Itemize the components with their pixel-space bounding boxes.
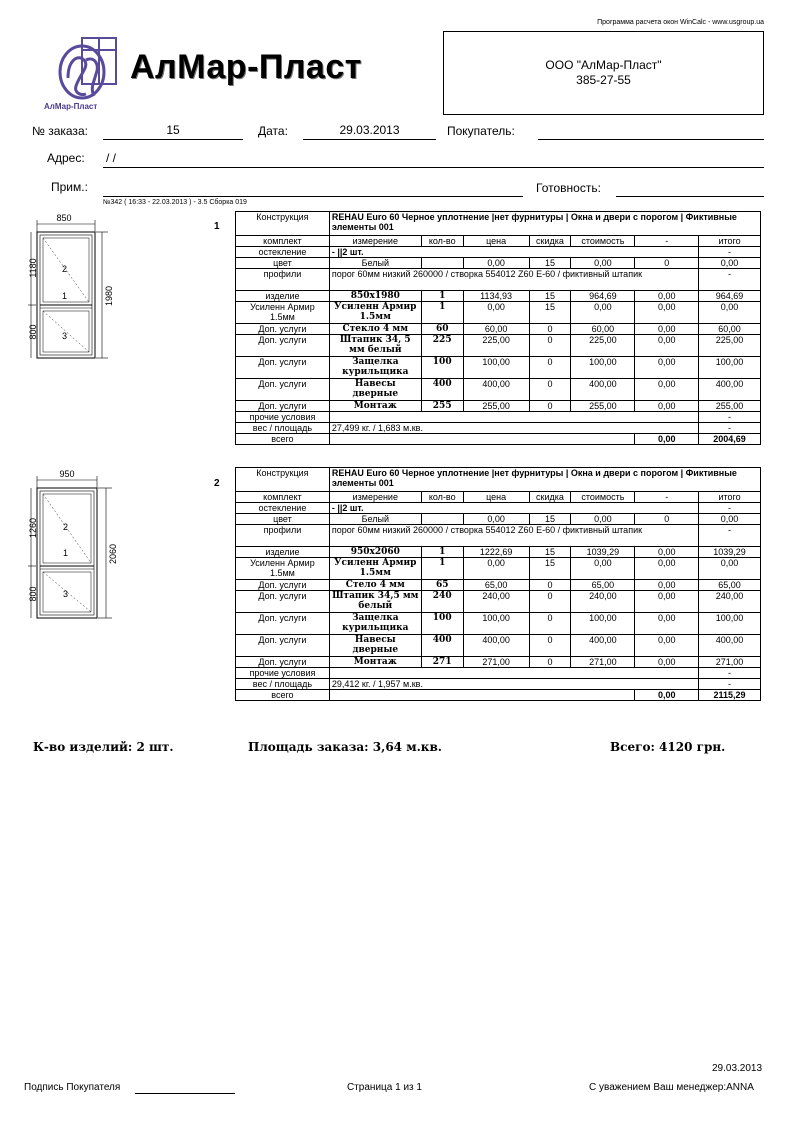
footer-date: 29.03.2013 bbox=[712, 1063, 763, 1074]
manager-signoff: С уважением Ваш менеджер:ANNA bbox=[589, 1082, 754, 1093]
dim-height: 2060 bbox=[108, 543, 118, 565]
row-measure: Защелка курильщика bbox=[329, 613, 421, 635]
ready-label: Готовность: bbox=[536, 181, 601, 195]
row-total: 240,00 bbox=[699, 591, 761, 613]
item-table bbox=[235, 467, 761, 701]
row-name: Усиленн Армир 1.5мм bbox=[236, 302, 330, 324]
table-cell bbox=[329, 668, 698, 679]
row-qty: 400 bbox=[421, 635, 463, 657]
table-cell bbox=[421, 258, 463, 269]
col-header: кол-во bbox=[421, 236, 463, 247]
color-total: 0,00 bbox=[699, 258, 761, 269]
row-measure: Штапик 34,5 мм белый bbox=[329, 591, 421, 613]
order-number-underline bbox=[103, 139, 243, 140]
row-name: Доп. услуги bbox=[236, 613, 330, 635]
glazing-total: - bbox=[699, 247, 761, 258]
row-discount: 0 bbox=[529, 591, 571, 613]
row-discount: 15 bbox=[529, 547, 571, 558]
profiles-value: порог 60мм низкий 260000 / створка 554012 Z60 E-60 / фиктивный штапик bbox=[329, 525, 698, 547]
weight-total: - bbox=[699, 679, 761, 690]
all-total: 2115,29 bbox=[699, 690, 761, 701]
profiles-total: - bbox=[699, 269, 761, 291]
row-cost: 964,69 bbox=[571, 291, 635, 302]
row-extra: 0,00 bbox=[635, 401, 699, 412]
row-price: 100,00 bbox=[463, 357, 529, 379]
col-header: измерение bbox=[329, 492, 421, 503]
row-qty: 100 bbox=[421, 613, 463, 635]
order-number: 15 bbox=[166, 123, 180, 137]
color-label: цвет bbox=[236, 258, 330, 269]
weight-total: - bbox=[699, 423, 761, 434]
row-qty: 65 bbox=[421, 580, 463, 591]
order-date: 29.03.2013 bbox=[339, 123, 400, 137]
weight-label: вес / площадь bbox=[236, 679, 330, 690]
color-discount: 15 bbox=[529, 258, 571, 269]
row-total: 271,00 bbox=[699, 657, 761, 668]
row-cost: 0,00 bbox=[571, 302, 635, 324]
row-name: Доп. услуги bbox=[236, 657, 330, 668]
company-name: ООО "АлМар-Пласт" bbox=[545, 58, 662, 72]
col-header: цена bbox=[463, 492, 529, 503]
col-header: - bbox=[635, 236, 699, 247]
row-qty: 60 bbox=[421, 324, 463, 335]
row-qty: 255 bbox=[421, 401, 463, 412]
row-cost: 240,00 bbox=[571, 591, 635, 613]
row-name: Доп. услуги bbox=[236, 324, 330, 335]
col-header: стоимость bbox=[571, 492, 635, 503]
row-measure: Навесы дверные bbox=[329, 379, 421, 401]
note-underline bbox=[103, 196, 523, 197]
row-price: 0,00 bbox=[463, 558, 529, 580]
buyer-label: Покупатель: bbox=[447, 124, 515, 138]
col-header: стоимость bbox=[571, 236, 635, 247]
col-header: скидка bbox=[529, 236, 571, 247]
row-qty: 271 bbox=[421, 657, 463, 668]
row-extra: 0,00 bbox=[635, 335, 699, 357]
ready-underline bbox=[616, 196, 764, 197]
color-value: Белый bbox=[329, 258, 421, 269]
row-name: Усиленн Армир 1.5мм bbox=[236, 558, 330, 580]
color-price: 0,00 bbox=[463, 258, 529, 269]
row-discount: 0 bbox=[529, 635, 571, 657]
other-total: - bbox=[699, 412, 761, 423]
color-value: Белый bbox=[329, 514, 421, 525]
row-price: 1222,69 bbox=[463, 547, 529, 558]
col-header: кол-во bbox=[421, 492, 463, 503]
col-header: комплект bbox=[236, 236, 330, 247]
row-total: 400,00 bbox=[699, 635, 761, 657]
item-table bbox=[235, 211, 761, 445]
construction-value: REHAU Euro 60 Черное уплотнение |нет фурнитуры | Окна и двери с порогом | Фиктивные элементы 001 bbox=[329, 212, 760, 236]
row-measure: Штапик 34, 5 мм белый bbox=[329, 335, 421, 357]
weight-label: вес / площадь bbox=[236, 423, 330, 434]
dim-height: 1980 bbox=[104, 285, 114, 307]
sash-label: 1 bbox=[63, 548, 69, 558]
row-price: 1134,93 bbox=[463, 291, 529, 302]
dim-upper: 1180 bbox=[28, 258, 38, 278]
row-cost: 60,00 bbox=[571, 324, 635, 335]
order-number-label: № заказа: bbox=[32, 124, 88, 138]
row-extra: 0,00 bbox=[635, 379, 699, 401]
color-total: 0,00 bbox=[699, 514, 761, 525]
row-discount: 0 bbox=[529, 657, 571, 668]
row-extra: 0,00 bbox=[635, 635, 699, 657]
color-discount: 15 bbox=[529, 514, 571, 525]
address-label: Адрес: bbox=[47, 151, 85, 165]
item-drawing bbox=[26, 210, 120, 366]
company-logo bbox=[50, 30, 120, 102]
row-qty: 1 bbox=[421, 558, 463, 580]
dim-width: 950 bbox=[59, 469, 75, 479]
row-price: 225,00 bbox=[463, 335, 529, 357]
row-name: Доп. услуги bbox=[236, 580, 330, 591]
glazing-label: остекление bbox=[236, 503, 330, 514]
all-total: 2004,69 bbox=[699, 434, 761, 445]
all-label: всего bbox=[236, 434, 330, 445]
row-cost: 1039,29 bbox=[571, 547, 635, 558]
table-cell bbox=[421, 514, 463, 525]
row-measure: Стело 4 мм bbox=[329, 580, 421, 591]
row-total: 100,00 bbox=[699, 613, 761, 635]
row-name: Доп. услуги bbox=[236, 379, 330, 401]
row-qty: 400 bbox=[421, 379, 463, 401]
row-name: Доп. услуги bbox=[236, 335, 330, 357]
row-total: 225,00 bbox=[699, 335, 761, 357]
row-discount: 15 bbox=[529, 558, 571, 580]
other-label: прочие условия bbox=[236, 412, 330, 423]
row-total: 0,00 bbox=[699, 558, 761, 580]
color-cost: 0,00 bbox=[571, 514, 635, 525]
all-extra: 0,00 bbox=[635, 690, 699, 701]
col-header: итого bbox=[699, 492, 761, 503]
row-measure: Навесы дверные bbox=[329, 635, 421, 657]
row-price: 0,00 bbox=[463, 302, 529, 324]
row-total: 100,00 bbox=[699, 357, 761, 379]
glazing-value: - ||2 шт. bbox=[329, 247, 698, 258]
glazing-value: - ||2 шт. bbox=[329, 503, 698, 514]
table-cell bbox=[329, 412, 698, 423]
row-discount: 0 bbox=[529, 613, 571, 635]
other-label: прочие условия bbox=[236, 668, 330, 679]
table-cell bbox=[329, 434, 634, 445]
row-name: Доп. услуги bbox=[236, 357, 330, 379]
logo-caption: АлМар-Пласт bbox=[44, 102, 98, 111]
address-underline bbox=[103, 167, 764, 168]
all-label: всего bbox=[236, 690, 330, 701]
row-cost: 271,00 bbox=[571, 657, 635, 668]
note-label: Прим.: bbox=[51, 180, 88, 194]
other-total: - bbox=[699, 668, 761, 679]
row-measure: Монтаж bbox=[329, 401, 421, 412]
signature-label: Подпись Покупателя bbox=[24, 1082, 121, 1093]
row-name: изделие bbox=[236, 547, 330, 558]
row-extra: 0,00 bbox=[635, 291, 699, 302]
profiles-total: - bbox=[699, 525, 761, 547]
row-qty: 1 bbox=[421, 547, 463, 558]
row-price: 400,00 bbox=[463, 379, 529, 401]
row-name: Доп. услуги bbox=[236, 591, 330, 613]
row-name: Доп. услуги bbox=[236, 635, 330, 657]
row-total: 65,00 bbox=[699, 580, 761, 591]
row-measure: Усиленн Армир 1.5мм bbox=[329, 302, 421, 324]
col-header: измерение bbox=[329, 236, 421, 247]
address-value: / / bbox=[106, 151, 117, 165]
col-header: - bbox=[635, 492, 699, 503]
dim-upper: 1260 bbox=[28, 517, 38, 539]
dim-lower: 800 bbox=[28, 586, 38, 602]
glazing-label: остекление bbox=[236, 247, 330, 258]
row-qty: 240 bbox=[421, 591, 463, 613]
row-total: 964,69 bbox=[699, 291, 761, 302]
row-extra: 0,00 bbox=[635, 591, 699, 613]
construction-label: Конструкция bbox=[236, 212, 330, 236]
row-measure: Усиленн Армир 1.5мм bbox=[329, 558, 421, 580]
row-price: 255,00 bbox=[463, 401, 529, 412]
row-discount: 15 bbox=[529, 302, 571, 324]
col-header: комплект bbox=[236, 492, 330, 503]
color-label: цвет bbox=[236, 514, 330, 525]
order-area: Площадь заказа: 3,64 м.кв. bbox=[248, 740, 442, 754]
dim-width: 850 bbox=[56, 213, 72, 223]
profiles-value: порог 60мм низкий 260000 / створка 554012 Z60 E-60 / фиктивный штапик bbox=[329, 269, 698, 291]
row-cost: 400,00 bbox=[571, 635, 635, 657]
row-extra: 0,00 bbox=[635, 302, 699, 324]
company-phone: 385-27-55 bbox=[576, 73, 631, 87]
row-extra: 0,00 bbox=[635, 357, 699, 379]
item-number: 1 bbox=[214, 221, 220, 232]
row-measure: Стекло 4 мм bbox=[329, 324, 421, 335]
company-info-box bbox=[443, 31, 764, 115]
row-discount: 15 bbox=[529, 291, 571, 302]
sash-label: 1 bbox=[62, 291, 68, 301]
row-total: 255,00 bbox=[699, 401, 761, 412]
row-cost: 400,00 bbox=[571, 379, 635, 401]
row-total: 1039,29 bbox=[699, 547, 761, 558]
sash-label: 2 bbox=[63, 522, 69, 532]
items-count: К-во изделий: 2 шт. bbox=[33, 740, 174, 754]
color-price: 0,00 bbox=[463, 514, 529, 525]
row-extra: 0,00 bbox=[635, 558, 699, 580]
row-extra: 0,00 bbox=[635, 613, 699, 635]
row-cost: 100,00 bbox=[571, 613, 635, 635]
row-discount: 0 bbox=[529, 335, 571, 357]
row-extra: 0,00 bbox=[635, 547, 699, 558]
order-date-underline bbox=[303, 139, 436, 140]
col-header: цена bbox=[463, 236, 529, 247]
row-cost: 255,00 bbox=[571, 401, 635, 412]
row-discount: 0 bbox=[529, 580, 571, 591]
row-name: Доп. услуги bbox=[236, 401, 330, 412]
row-cost: 225,00 bbox=[571, 335, 635, 357]
sash-label: 3 bbox=[63, 589, 69, 599]
item-number: 2 bbox=[214, 478, 220, 489]
row-discount: 0 bbox=[529, 401, 571, 412]
row-price: 60,00 bbox=[463, 324, 529, 335]
row-total: 60,00 bbox=[699, 324, 761, 335]
sash-label: 2 bbox=[62, 264, 68, 274]
row-qty: 100 bbox=[421, 357, 463, 379]
company-title: АлМар-Пласт bbox=[130, 48, 362, 86]
row-cost: 0,00 bbox=[571, 558, 635, 580]
row-discount: 0 bbox=[529, 324, 571, 335]
sash-label: 3 bbox=[62, 331, 68, 341]
row-name: изделие bbox=[236, 291, 330, 302]
weight-value: 29,412 кг. / 1,957 м.кв. bbox=[329, 679, 698, 690]
color-extra: 0 bbox=[635, 258, 699, 269]
row-price: 240,00 bbox=[463, 591, 529, 613]
construction-value: REHAU Euro 60 Черное уплотнение |нет фурнитуры | Окна и двери с порогом | Фиктивные элементы 001 bbox=[329, 468, 760, 492]
profiles-label: профили bbox=[236, 525, 330, 547]
dim-lower: 800 bbox=[28, 324, 38, 340]
page-number: Страница 1 из 1 bbox=[347, 1082, 422, 1093]
all-extra: 0,00 bbox=[635, 434, 699, 445]
program-note: Программа расчета окон WinCalc - www.usgroup.ua bbox=[597, 19, 764, 26]
row-qty: 1 bbox=[421, 291, 463, 302]
weight-value: 27,499 кг. / 1,683 м.кв. bbox=[329, 423, 698, 434]
row-price: 400,00 bbox=[463, 635, 529, 657]
color-extra: 0 bbox=[635, 514, 699, 525]
signature-line bbox=[135, 1093, 235, 1094]
row-measure: Монтаж bbox=[329, 657, 421, 668]
row-extra: 0,00 bbox=[635, 324, 699, 335]
row-price: 100,00 bbox=[463, 613, 529, 635]
row-cost: 100,00 bbox=[571, 357, 635, 379]
row-cost: 65,00 bbox=[571, 580, 635, 591]
table-cell bbox=[329, 690, 634, 701]
row-extra: 0,00 bbox=[635, 657, 699, 668]
row-discount: 0 bbox=[529, 357, 571, 379]
row-qty: 225 bbox=[421, 335, 463, 357]
row-measure: 950x2060 bbox=[329, 547, 421, 558]
row-discount: 0 bbox=[529, 379, 571, 401]
construction-label: Конструкция bbox=[236, 468, 330, 492]
row-total: 400,00 bbox=[699, 379, 761, 401]
row-total: 0,00 bbox=[699, 302, 761, 324]
row-measure: 850x1980 bbox=[329, 291, 421, 302]
row-price: 65,00 bbox=[463, 580, 529, 591]
row-qty: 1 bbox=[421, 302, 463, 324]
row-price: 271,00 bbox=[463, 657, 529, 668]
order-meta: №342 ( 16:33 - 22.03.2013 ) - 3.5 Сборка 019 bbox=[103, 199, 247, 206]
profiles-label: профили bbox=[236, 269, 330, 291]
buyer-underline bbox=[538, 139, 764, 140]
date-label: Дата: bbox=[258, 124, 288, 138]
col-header: скидка bbox=[529, 492, 571, 503]
row-measure: Защелка курильщика bbox=[329, 357, 421, 379]
order-total: Всего: 4120 грн. bbox=[610, 740, 726, 754]
glazing-total: - bbox=[699, 503, 761, 514]
color-cost: 0,00 bbox=[571, 258, 635, 269]
col-header: итого bbox=[699, 236, 761, 247]
item-drawing bbox=[26, 466, 126, 622]
row-extra: 0,00 bbox=[635, 580, 699, 591]
